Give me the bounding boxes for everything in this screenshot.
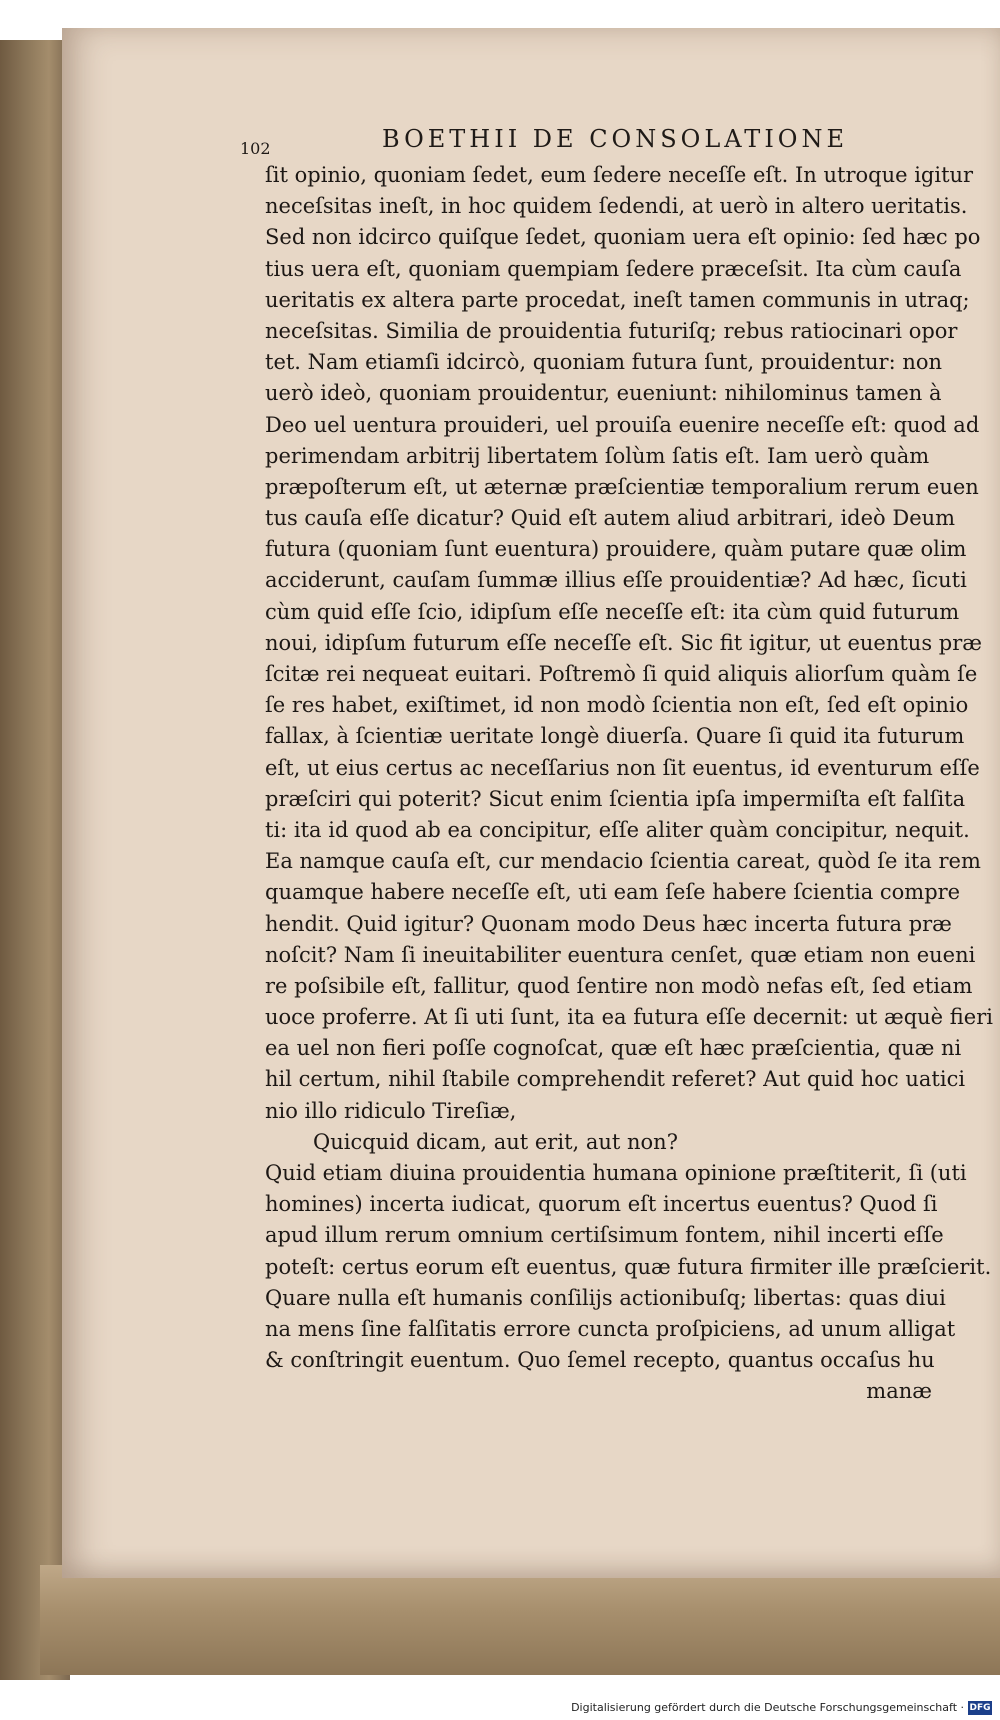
text-line: Ea namque cauſa eſt, cur mendacio ſcientia careat, quòd ſe ita rem: [265, 849, 981, 874]
text-line: quamque habere neceſſe eſt, uti eam ſeſe habere ſcientia compre: [265, 880, 961, 905]
text-line: poteſt: certus eorum eſt euentus, quæ futura firmiter ille præſcierit.: [265, 1254, 992, 1279]
running-head: [62, 125, 1000, 163]
digitization-footer: [0, 1700, 1000, 1720]
text-line: tius uera eſt, quoniam quempiam ſedere præceſsit. Ita cùm cauſa: [265, 256, 962, 281]
text-line: uoce proferre. At ſi uti ſunt, ita ea futura eſſe decernit: ut æquè fieri: [265, 1005, 993, 1030]
text-line: acciderunt, cauſam ſummæ illius eſſe prouidentiæ? Ad hæc, ſicuti: [265, 568, 967, 593]
text-line: ti: ita id quod ab ea concipitur, eſſe aliter quàm concipitur, nequit.: [265, 817, 970, 842]
text-line: tus cauſa eſſe dicatur? Quid eſt autem aliud arbitrari, ideò Deum: [265, 506, 956, 531]
text-line: præſciri qui poterit? Sicut enim ſcientia ipſa impermiſta eſt falſita: [265, 786, 966, 811]
text-line: Sed non idcirco quiſque ſedet, quoniam uera eſt opinio: ſed hæc po: [265, 225, 981, 250]
verse-line: Quicquid dicam, aut erit, aut non?: [313, 1129, 678, 1154]
text-line: præpoſterum eſt, ut æternæ præſcientiæ temporalium rerum euen: [265, 474, 979, 499]
text-line: hendit. Quid igitur? Quonam modo Deus hæc incerta futura præ: [265, 911, 952, 936]
text-line: cùm quid eſſe ſcio, idipſum eſſe neceſſe eſt: ita cùm quid futurum: [265, 599, 960, 624]
text-line: Quare nulla eſt humanis conſilijs actionibuſq; libertas: quas diui: [265, 1285, 946, 1310]
text-line: ſit opinio, quoniam ſedet, eum ſedere neceſſe eſt. In utroque igitur: [265, 163, 974, 187]
text-line: ſcitæ rei nequeat euitari. Poſtremò ſi quid aliquis aliorſum quàm ſe: [265, 662, 978, 686]
text-line: re poſsibile eſt, fallitur, quod ſentire non modò nefas eſt, ſed etiam: [265, 973, 973, 998]
text-line: apud illum rerum omnium certiſsimum fontem, nihil incerti eſſe: [265, 1223, 944, 1248]
text-line: perimendam arbitrij libertatem ſolùm ſatis eſt. Iam uerò quàm: [265, 443, 930, 468]
text-line: noui, idipſum futurum eſſe neceſſe eſt. Sic fit igitur, ut euentus præ: [265, 630, 982, 655]
text-line: ea uel non fieri poſſe cognoſcat, quæ eſt hæc præſcientia, quæ ni: [265, 1036, 962, 1061]
text-line: ſe res habet, exiſtimet, id non modò ſcientia non eſt, ſed eſt opinio: [265, 693, 969, 718]
text-line: noſcit? Nam ſi ineuitabiliter euentura cenſet, quæ etiam non eueni: [265, 942, 976, 967]
text-line: homines) incerta iudicat, quorum eſt incertus euentus? Quod ſi: [265, 1192, 938, 1217]
text-line: neceſsitas ineſt, in hoc quidem ſedendi, at uerò in altero ueritatis.: [265, 194, 968, 219]
funding-credit: Digitalisierung gefördert durch die Deutsche Forschungsgemeinschaft ·: [571, 1701, 964, 1714]
text-line: neceſsitas. Similia de prouidentia futuriſq; rebus ratiocinari opor: [265, 318, 958, 343]
text-line: & conſtringit euentum. Quo ſemel recepto, quantus occaſus hu: [265, 1348, 935, 1373]
text-line: eſt, ut eius certus ac neceſſarius non ſit euentus, id eventurum eſſe: [265, 755, 980, 780]
text-block: [265, 160, 993, 1404]
page-stack-bottom: [40, 1565, 1000, 1675]
dfg-logo-icon: DFG: [969, 1703, 991, 1713]
text-line: tet. Nam etiamſi idcircò, quoniam futura ſunt, prouidentur: non: [265, 350, 943, 375]
text-line: nio illo ridiculo Tireſiæ,: [265, 1098, 517, 1123]
text-line: na mens ſine falſitatis errore cuncta proſpiciens, ad unum alligat: [265, 1316, 956, 1341]
text-line: ueritatis ex altera parte procedat, ineſt tamen communis in utraq;: [265, 287, 970, 312]
text-line: Quid etiam diuina prouidentia humana opinione præſtiterit, ſi (uti: [265, 1161, 967, 1185]
text-line: futura (quoniam ſunt euentura) prouidere, quàm putare quæ olim: [265, 537, 967, 562]
text-line: fallax, à ſcientiæ ueritate longè diuerſa. Quare ſi quid ita futurum: [265, 724, 965, 749]
running-title: BOETHII DE CONSOLATIONE: [382, 125, 848, 153]
book-fore-edge: [0, 40, 70, 1680]
catchword: manæ: [866, 1379, 932, 1404]
text-line: Deo uel uentura prouideri, uel prouiſa euenire neceſſe eſt: quod ad: [265, 412, 980, 437]
page-number: 102: [240, 139, 271, 158]
text-line: uerò ideò, quoniam prouidentur, eueniunt: nihilominus tamen à: [265, 381, 942, 406]
text-line: hil certum, nihil ſtabile comprehendit referet? Aut quid hoc uatici: [265, 1067, 966, 1092]
